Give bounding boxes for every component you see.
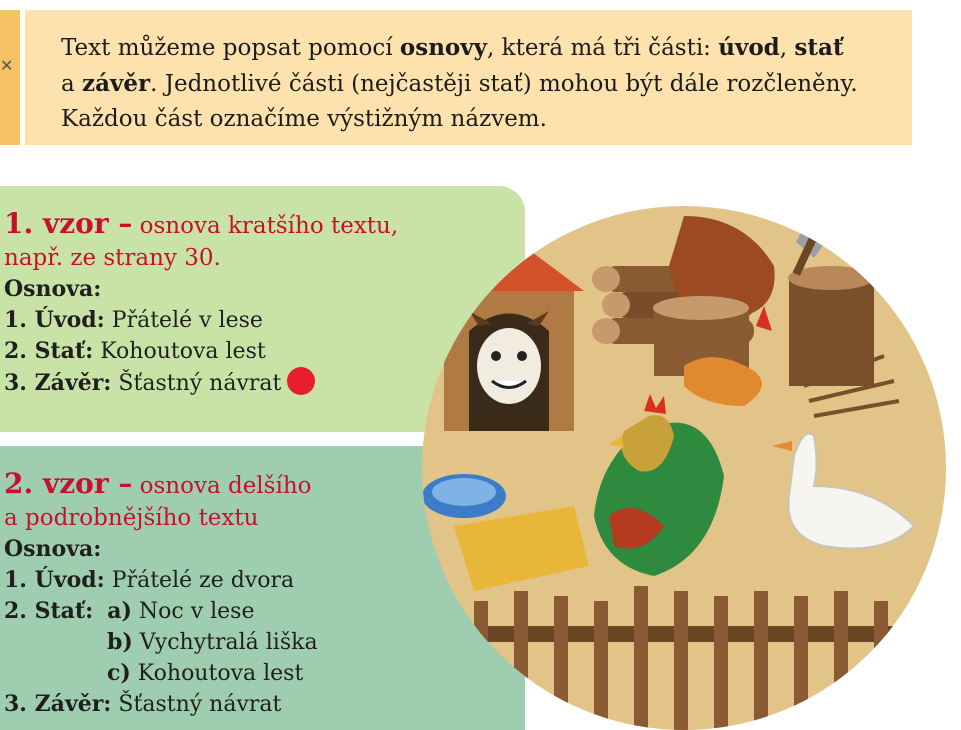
- note-text: a: [61, 71, 83, 97]
- item-label: 1. Úvod:: [4, 307, 105, 333]
- item-label: 2. Stať:: [4, 598, 94, 624]
- item-text: Kohoutova lest: [93, 339, 266, 364]
- red-dot-icon: [287, 367, 315, 395]
- item-text: Šťastný návrat: [111, 692, 282, 717]
- note-text: , která má tři části:: [487, 35, 719, 61]
- item-text: Noc v lese: [131, 599, 255, 624]
- subitem-label: b): [107, 629, 133, 655]
- farmyard-illustration: [414, 196, 954, 730]
- note-text: ,: [779, 35, 795, 61]
- tab-arrow-icon: ✕: [0, 56, 14, 75]
- definition-note: [25, 10, 912, 145]
- note-text: Text můžeme popsat pomocí: [61, 35, 400, 61]
- item-label: 2. Stať:: [4, 338, 94, 364]
- side-tab: [0, 10, 20, 145]
- chopping-block: [789, 276, 874, 386]
- note-bold-stat: stať: [794, 34, 844, 61]
- item-text: Přátelé v lese: [104, 308, 263, 333]
- item-label: 3. Závěr:: [4, 370, 112, 396]
- note-bold-uvod: úvod: [718, 34, 780, 61]
- note-text: Každou část označíme výstižným názvem.: [61, 106, 547, 132]
- pattern-2-desc-2: a podrobnějšího textu: [4, 505, 259, 531]
- item-text: Šťastný návrat: [111, 371, 282, 396]
- subitem-label: c): [107, 660, 131, 686]
- subitem-text: Vychytralá liška: [132, 630, 318, 655]
- pattern-1-desc-2: např. ze strany 30.: [4, 245, 221, 271]
- note-text: . Jednotlivé části (nejčastěji stať) mohou být dále rozčleněny.: [150, 71, 858, 97]
- note-bold-osnovy: osnovy: [399, 34, 488, 61]
- pattern-1-number: 1. vzor –: [4, 207, 133, 240]
- item-label: 3. Závěr:: [4, 691, 112, 717]
- pattern-1-desc: osnova kratšího textu,: [132, 213, 399, 239]
- item-label: 1. Úvod:: [4, 567, 105, 593]
- pattern-2-number: 2. vzor –: [4, 467, 133, 500]
- outline-heading: Osnova:: [4, 276, 102, 302]
- outline-heading: Osnova:: [4, 536, 102, 562]
- note-bold-zaver: závěr: [82, 70, 151, 97]
- pattern-2-desc: osnova delšího: [132, 473, 312, 499]
- dog: [477, 328, 541, 404]
- item-text: Přátelé ze dvora: [104, 568, 295, 593]
- subitem-label: a): [107, 598, 132, 624]
- subitem-text: Kohoutova lest: [130, 661, 304, 686]
